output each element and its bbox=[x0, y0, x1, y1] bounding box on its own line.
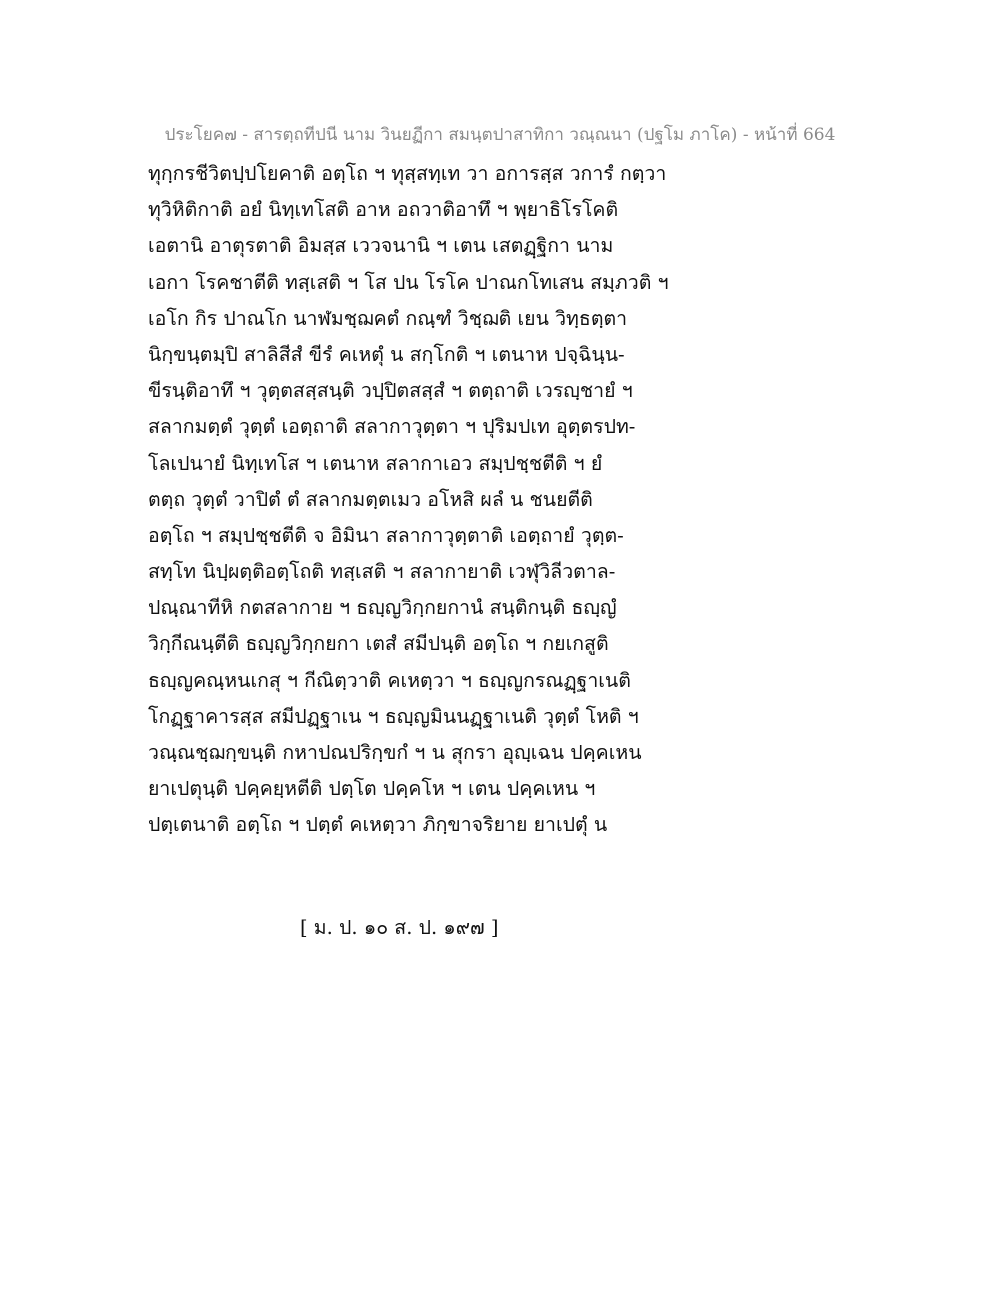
text-line: วิกฺกีณนฺตีติ ธญฺญวิกฺกยกา เตสํ สมีปนฺติ อตฺโถ ฯ กยเกสูติ bbox=[148, 632, 609, 656]
text-line: ปตฺเตนาติ อตฺโถ ฯ ปตฺตํ คเหตฺวา ภิกฺขาจริยาย ยาเปตุํ น bbox=[148, 813, 608, 837]
text-line: ปณฺณาทีหิ กตสลากาย ฯ ธญฺญวิกฺกยกานํ สนฺติกนฺติ ธญฺญํ bbox=[148, 596, 617, 620]
text-line: ธญฺญคณฺหนเกสุ ฯ กีณิตฺวาติ คเหตฺวา ฯ ธญฺญกรณฏฺฐาเนติ bbox=[148, 668, 631, 692]
body-text bbox=[148, 156, 848, 844]
text-line: นิกฺขนฺตมฺปิ สาลิสีสํ ขีรํ คเหตุํ น สกฺโกติ ฯ เตนาห ปจฺฉินฺน- bbox=[148, 342, 625, 366]
text-line: ทุวิหิติกาติ อยํ นิทฺเทโสติ อาห อถวาติอาทึ ฯ พฺยาธิโรโคติ bbox=[148, 198, 619, 222]
text-line: โลเปนายํ นิทฺเทโส ฯ เตนาห สลากาเอว สมฺปชฺชตีติ ฯ ยํ bbox=[148, 451, 603, 475]
text-line: สทฺโท นิปฺผตฺติอตฺโถติ ทสฺเสติ ฯ สลากายาติ เวฬุวิลีวตาล- bbox=[148, 560, 616, 584]
text-line: วณฺณชฺฌกฺขนฺติ กหาปณปริกฺขกํ ฯ น สุกรา อุญฺเฉน ปคฺคเหน bbox=[148, 741, 642, 764]
text-line: โกฏฺฐาคารสฺส สมีปฏฺฐาเน ฯ ธญฺญมินนฏฺฐาเนติ วุตฺตํ โหติ ฯ bbox=[148, 704, 639, 728]
text-line: เอตานิ อาตุรตาติ อิมสฺส เววจนานิ ฯ เตน เสตฏฺฐิกา นาม bbox=[148, 234, 614, 258]
text-line: ตตฺถ วุตฺตํ วาปิตํ ตํ สลากมตฺตเมว อโหสิ ผลํ น ชนยตีติ bbox=[148, 487, 593, 511]
text-line: เอโก กิร ปาณโก นาฬมชฺฌคตํ กณฺฑํ วิชฺฌติ เยน วิทฺธตฺตา bbox=[148, 306, 628, 330]
text-line: อตฺโถ ฯ สมฺปชฺชตีติ จ อิมินา สลากาวุตฺตาติ เอตฺถายํ วุตฺต- bbox=[148, 523, 624, 547]
text-line: สลากมตฺตํ วุตฺตํ เอตฺถาติ สลากาวุตฺตา ฯ ปุริมปเท อุตฺตรปท- bbox=[148, 415, 636, 439]
text-line: เอกา โรคชาตีติ ทสฺเสติ ฯ โส ปน โรโค ปาณกโทเสน สมฺภวติ ฯ bbox=[148, 270, 669, 294]
page-reference: [ ม. ป. ๑๐ ส. ป. ๑๙๗ ] bbox=[300, 916, 499, 939]
text-line: ขีรนฺติอาทึ ฯ วุตฺตสสฺสนฺติ วปฺปิตสสฺสํ ฯ ตตฺถาติ เวรญฺชายํ ฯ bbox=[148, 379, 633, 403]
text-line: ยาเปตุนฺติ ปคฺคยฺหตีติ ปตฺโต ปคฺคโห ฯ เตน ปคฺคเหน ฯ bbox=[148, 777, 596, 801]
text-line: ทุกฺกรชีวิตปฺปโยคาติ อตฺโถ ฯ ทุสฺสทฺเท วา อการสฺส วการํ กตฺวา bbox=[148, 162, 667, 185]
page-header: ประโยค๗ - สารตฺถทีปนี นาม วินยฏีกา สมนฺตปาสาทิกา วณฺณนา (ปฐโม ภาโค) - หน้าที่ 664 bbox=[164, 125, 836, 145]
